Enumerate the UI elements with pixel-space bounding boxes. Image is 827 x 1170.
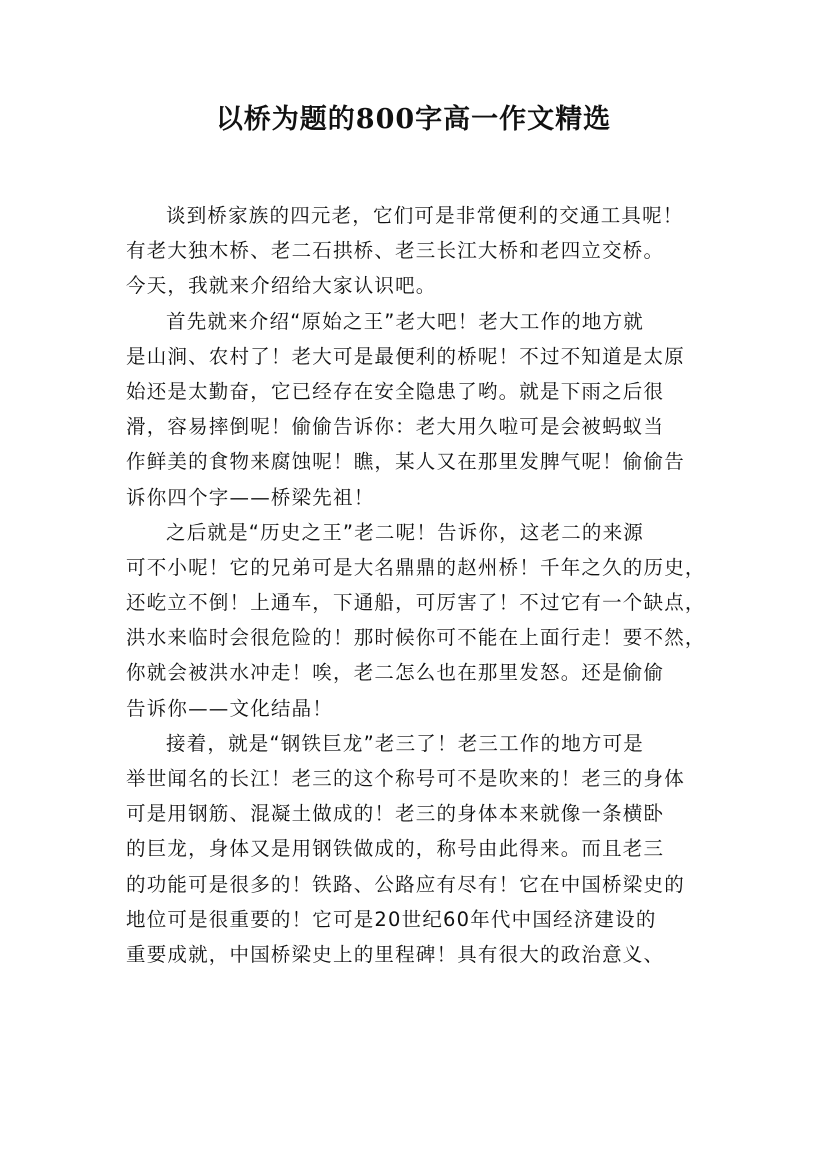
paragraph-line: 的巨龙，身体又是用钢铁做成的，称号由此得来。而且老三 <box>126 837 665 861</box>
paragraph-line: 首先就来介绍“原始之王”老大吧！老大工作的地方就 <box>166 309 645 333</box>
paragraph-line: 是山涧、农村了！老大可是最便利的桥呢！不过不知道是太原 <box>126 344 685 368</box>
paragraph-line: 可是用钢筋、混凝土做成的！老三的身体本来就像一条横卧 <box>126 802 665 826</box>
paragraph-line: 诉你四个字——桥梁先祖！ <box>126 485 375 509</box>
paragraph-line: 举世闻名的长江！老三的这个称号可不是吹来的！老三的身体 <box>126 767 685 790</box>
paragraph-line: 始还是太勤奋，它已经存在安全隐患了哟。就是下雨之后很 <box>126 379 665 403</box>
paragraph-line: 的功能可是很多的！铁路、公路应有尽有！它在中国桥梁史的 <box>126 872 685 896</box>
paragraph-line: 之后就是“历史之王”老二呢！告诉你，这老二的来源 <box>166 520 645 544</box>
paragraph-line: 洪水来临时会很危险的！那时候你可不能在上面行走！要不然， <box>126 626 706 650</box>
paragraph-line: 接着，就是“钢铁巨龙”老三了！老三工作的地方可是 <box>166 731 645 755</box>
paragraph-line: 作鲜美的食物来腐蚀呢！瞧，某人又在那里发脾气呢！偷偷告 <box>126 450 685 474</box>
paragraph-line: 你就会被洪水冲走！唉，老二怎么也在那里发怒。还是偷偷 <box>126 661 665 685</box>
paragraph-line: 重要成就，中国桥梁史上的里程碑！具有很大的政治意义、 <box>126 942 665 966</box>
paragraph-line: 有老大独木桥、老二石拱桥、老三长江大桥和老四立交桥。 <box>126 239 665 263</box>
paragraph-line: 地位可是很重要的！它可是20世纪60年代中国经济建设的 <box>126 907 657 931</box>
paragraph-line: 滑，容易摔倒呢！偷偷告诉你：老大用久啦可是会被蚂蚁当 <box>126 415 665 439</box>
paragraph-line: 可不小呢！它的兄弟可是大名鼎鼎的赵州桥！千年之久的历史， <box>126 555 706 579</box>
paragraph-line: 告诉你——文化结晶！ <box>126 696 334 720</box>
document-body <box>126 198 718 972</box>
paragraph-line: 还屹立不倒！上通车，下通船，可厉害了！不过它有一个缺点， <box>126 591 706 615</box>
document-title: 以桥为题的800字高一作文精选 <box>215 104 612 135</box>
paragraph-line: 今天，我就来介绍给大家认识吧。 <box>126 274 437 298</box>
paragraph-line: 谈到桥家族的四元老，它们可是非常便利的交通工具呢！ <box>166 204 684 227</box>
